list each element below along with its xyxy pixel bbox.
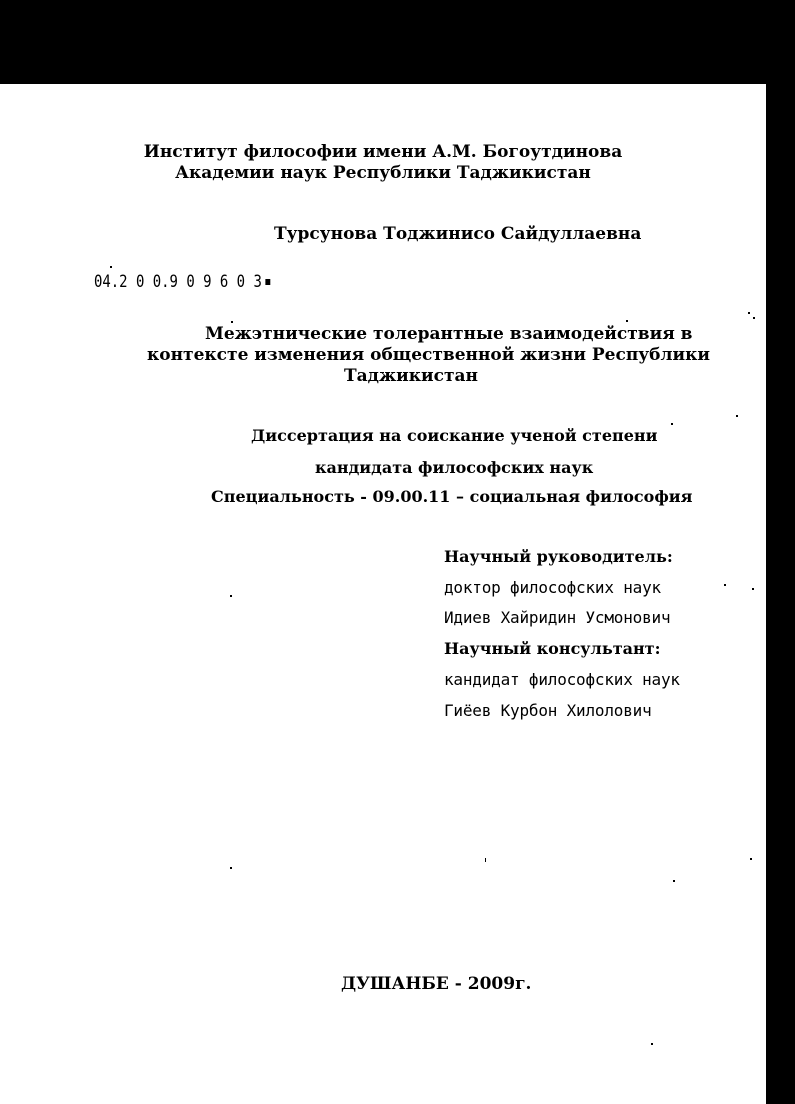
scan-speck — [753, 317, 755, 319]
registration-number: 04.2 0 0.9 0 9 6 0 3 — [94, 272, 262, 292]
institute-line-2: Академии наук Республики Таджикистан — [175, 163, 591, 183]
supervisor-label: Научный руководитель: — [444, 547, 673, 566]
scan-speck — [724, 584, 726, 586]
title-line-2: контексте изменения общественной жизни Республики — [147, 345, 710, 365]
scan-speck — [673, 880, 675, 882]
supervisor-name: Идиев Хайридин Усмонович — [444, 608, 671, 627]
dissertation-line-2: кандидата философских наук — [315, 458, 594, 477]
scan-speck — [231, 321, 233, 323]
scan-speck — [626, 320, 628, 322]
scan-speck — [736, 415, 738, 417]
institute-line-1: Институт философии имени А.М. Богоутдинова — [143, 142, 623, 162]
scan-speck — [752, 588, 754, 590]
scan-right-border — [766, 0, 795, 1104]
scan-speck — [671, 423, 673, 425]
supervisor-degree: доктор философских наук — [444, 578, 661, 597]
scan-top-border — [0, 0, 795, 84]
title-line-3: Таджикистан — [344, 366, 478, 386]
author-name: Турсунова Тоджинисо Сайдуллаевна — [274, 224, 642, 244]
scan-speck — [651, 1043, 653, 1045]
scan-speck — [485, 858, 486, 862]
consultant-label: Научный консультант: — [444, 639, 661, 658]
dissertation-line-1: Диссертация на соискание ученой степени — [251, 426, 658, 445]
stamp-dot-icon — [265, 279, 270, 285]
specialty-line: Специальность - 09.00.11 – социальная философия — [211, 487, 693, 506]
scan-speck — [750, 858, 752, 860]
city-year: ДУШАНБЕ - 2009г. — [341, 974, 532, 994]
title-line-1: Межэтнические толерантные взаимодействия в — [205, 324, 693, 344]
consultant-name: Гиёев Курбон Хилолович — [444, 701, 652, 720]
scan-speck — [230, 867, 232, 869]
scan-speck — [230, 595, 232, 597]
registration-stamp — [94, 272, 270, 292]
scan-speck — [110, 266, 112, 268]
scan-speck — [748, 312, 750, 314]
consultant-degree: кандидат философских наук — [444, 670, 680, 689]
